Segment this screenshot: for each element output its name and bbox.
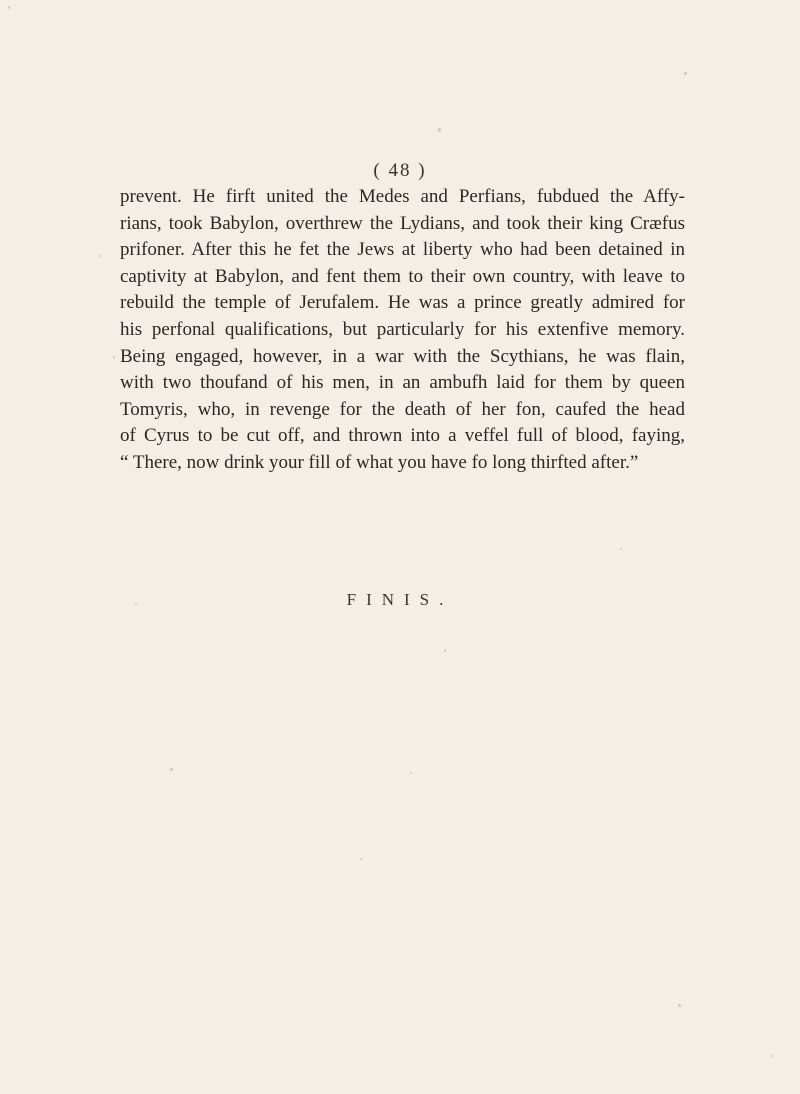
page-number: ( 48 ) (373, 160, 427, 181)
paper-speck (770, 1055, 772, 1057)
text-line: of Cyrus to be cut off, and thrown into a veffel full of blood, faying, (120, 425, 685, 447)
paper-speck (8, 6, 10, 9)
paper-speck (620, 548, 622, 550)
text-line: with two thoufand of his men, in an ambufh laid for them by queen (120, 372, 685, 394)
paper-speck (113, 356, 115, 359)
paper-speck (604, 442, 606, 444)
paper-speck (438, 128, 441, 132)
text-line: rians, took Babylon, overthrew the Lydians, and took their king Cræfus (120, 212, 685, 234)
paper-speck (98, 255, 100, 257)
paper-speck (360, 858, 362, 860)
text-line: prifoner. After this he fet the Jews at liberty who had been detained in (120, 239, 685, 261)
text-line: his perfonal qualifications, but particularly for his extenfive memory. (120, 318, 685, 340)
finis-heading: FINIS. (346, 590, 454, 609)
text-line: captivity at Babylon, and fent them to their own country, with leave to (120, 265, 685, 287)
paper-speck (684, 72, 687, 75)
paper-speck (135, 603, 137, 605)
paper-speck (170, 768, 173, 771)
paper-speck (410, 772, 412, 774)
body-paragraph (120, 184, 685, 477)
paper-speck (444, 649, 446, 652)
text-line: Being engaged, however, in a war with the Scythians, he was flain, (120, 345, 685, 367)
text-line: rebuild the temple of Jerufalem. He was a prince greatly admired for (120, 292, 685, 314)
paper-speck (678, 1004, 681, 1007)
text-line: prevent. He firft united the Medes and Perfians, fubdued the Affy- (120, 186, 685, 207)
text-line: “ There, now drink your fill of what you have fo long thirfted after.” (120, 451, 639, 473)
text-line: Tomyris, who, in revenge for the death of her fon, caufed the head (120, 398, 685, 420)
